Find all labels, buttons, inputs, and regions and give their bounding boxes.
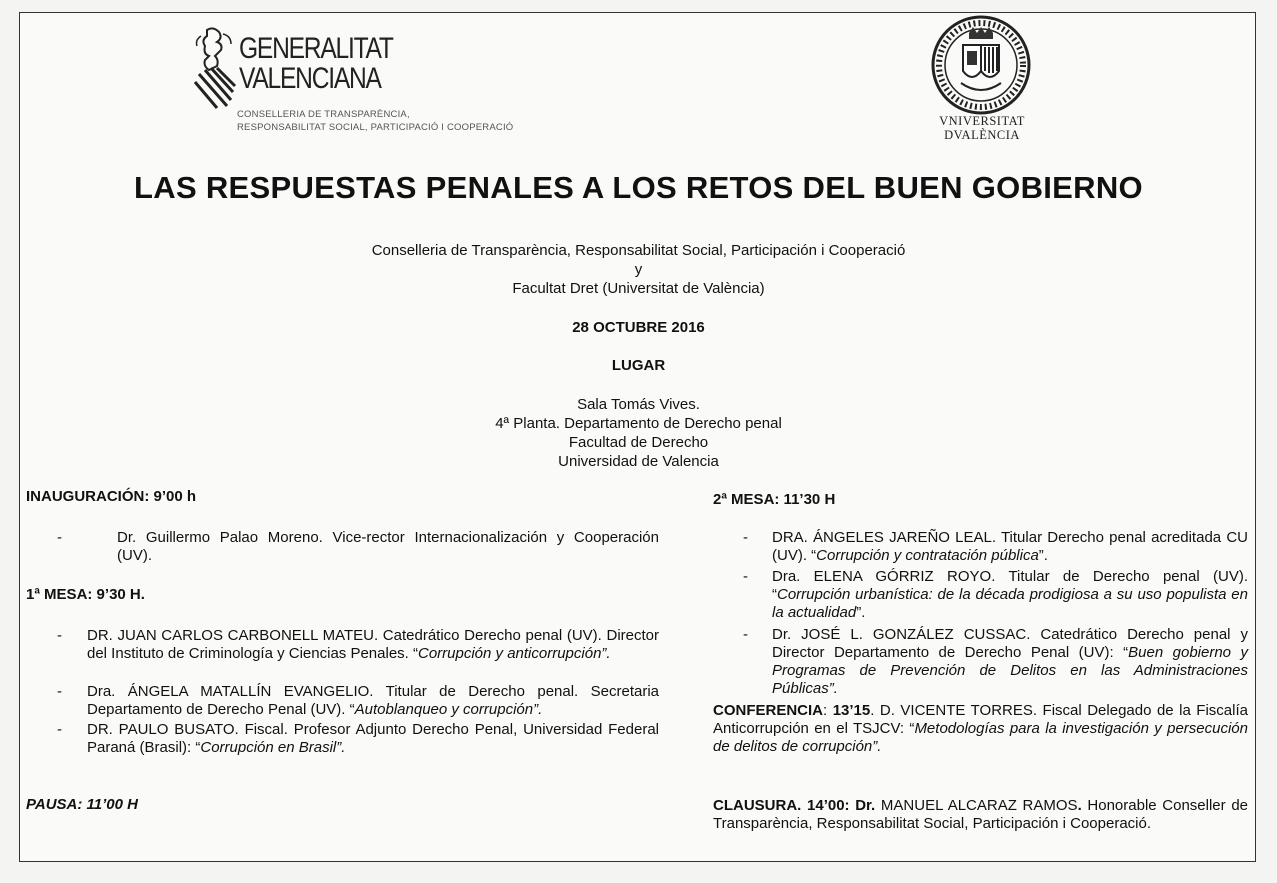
university-name: VNIVERSITAT DVALÈNCIA: [939, 114, 1025, 142]
location-line-2: 4ª Planta. Departamento de Derecho penal: [495, 415, 782, 432]
page-title: LAS RESPUESTAS PENALES A LOS RETOS DEL BUEN GOBIERNO: [134, 170, 1143, 205]
university-seal-icon: [927, 15, 1035, 123]
inauguracion-heading: INAUGURACIÓN: 9’00 h: [26, 488, 197, 505]
generalitat-crest-icon: [193, 26, 237, 110]
pausa-heading: PAUSA: 11’00 H: [26, 796, 138, 813]
organizer-line-2: y: [634, 261, 643, 278]
location-line-4: Universidad de Valencia: [558, 453, 719, 470]
mesa2-speaker-1: DRA. ÁNGELES JAREÑO LEAL. Titular Derecho penal acreditada CU (UV). “Corrupción y contratación pública”.: [772, 529, 1248, 564]
mesa1-heading: 1ª MESA: 9’30 H.: [26, 586, 145, 603]
clausura-block: CLAUSURA. 14’00: Dr. MANUEL ALCARAZ RAMOS. Honorable Conseller de Transparència, Responsabilitat Social, Participación i Cooperació.: [713, 797, 1249, 832]
event-date: 28 OCTUBRE 2016: [572, 319, 705, 336]
list-dash: -: [743, 568, 748, 585]
organizer-line-3: Facultat Dret (Universitat de València): [512, 280, 765, 297]
conselleria-subtitle: CONSELLERIA DE TRANSPARÈNCIA, RESPONSABILITAT SOCIAL, PARTICIPACIÓ I COOPERACIÓ: [237, 109, 514, 133]
list-dash: -: [57, 683, 62, 700]
organizer-line-1: Conselleria de Transparència, Responsabilitat Social, Participación i Cooperació: [371, 242, 906, 259]
location-line-3: Facultad de Derecho: [568, 434, 709, 451]
mesa1-speaker-2: Dra. ÁNGELA MATALLÍN EVANGELIO. Titular de Derecho penal. Secretaria Departamento de Derecho Penal (UV). “Autoblanqueo y corrupción”.: [87, 683, 659, 718]
list-dash: -: [57, 721, 62, 738]
mesa2-speaker-2: Dra. ELENA GÓRRIZ ROYO. Titular de Derecho penal (UV). “Corrupción urbanística: de la década prodigiosa a su uso populista en la actualidad”.: [772, 568, 1248, 621]
list-dash: -: [743, 626, 748, 643]
location-address: [0, 395, 1277, 471]
mesa1-speaker-3: DR. PAULO BUSATO. Fiscal. Profesor Adjunto Derecho Penal, Universidad Federal Paraná (Brasil): “Corrupción en Brasil”.: [87, 721, 659, 756]
generalitat-name: GENERALITAT VALENCIANA: [239, 32, 393, 95]
list-dash: -: [57, 627, 62, 644]
location-line-1: Sala Tomás Vives.: [577, 396, 700, 413]
generalitat-logo: [193, 26, 513, 136]
mesa2-heading: 2ª MESA: 11’30 H: [713, 491, 836, 508]
conferencia-block: CONFERENCIA: 13’15. D. VICENTE TORRES. Fiscal Delegado de la Fiscalía Anticorrupción en el TSJCV: “Metodologías para la investigación y persecución de delitos de corrupción”.: [713, 702, 1248, 755]
location-heading: LUGAR: [611, 357, 666, 374]
list-dash: -: [57, 529, 62, 546]
list-dash: -: [743, 529, 748, 546]
universitat-logo: [922, 15, 1042, 145]
mesa2-speaker-3: Dr. JOSÉ L. GONZÁLEZ CUSSAC. Catedrático Derecho penal y Director Departamento de Derecho Penal (UV): “Buen gobierno y Programas de Prevención de Delitos en las Administraciones Públicas”.: [772, 626, 1248, 697]
mesa1-speaker-1: DR. JUAN CARLOS CARBONELL MATEU. Catedrático Derecho penal (UV). Director del Instituto de Criminología y Ciencias Penales. “Corrupción y anticorrupción”.: [87, 627, 659, 662]
inauguracion-speaker: Dr. Guillermo Palao Moreno. Vice-rector Internacionalización y Cooperación (UV).: [117, 529, 659, 564]
organizers: [0, 241, 1277, 298]
